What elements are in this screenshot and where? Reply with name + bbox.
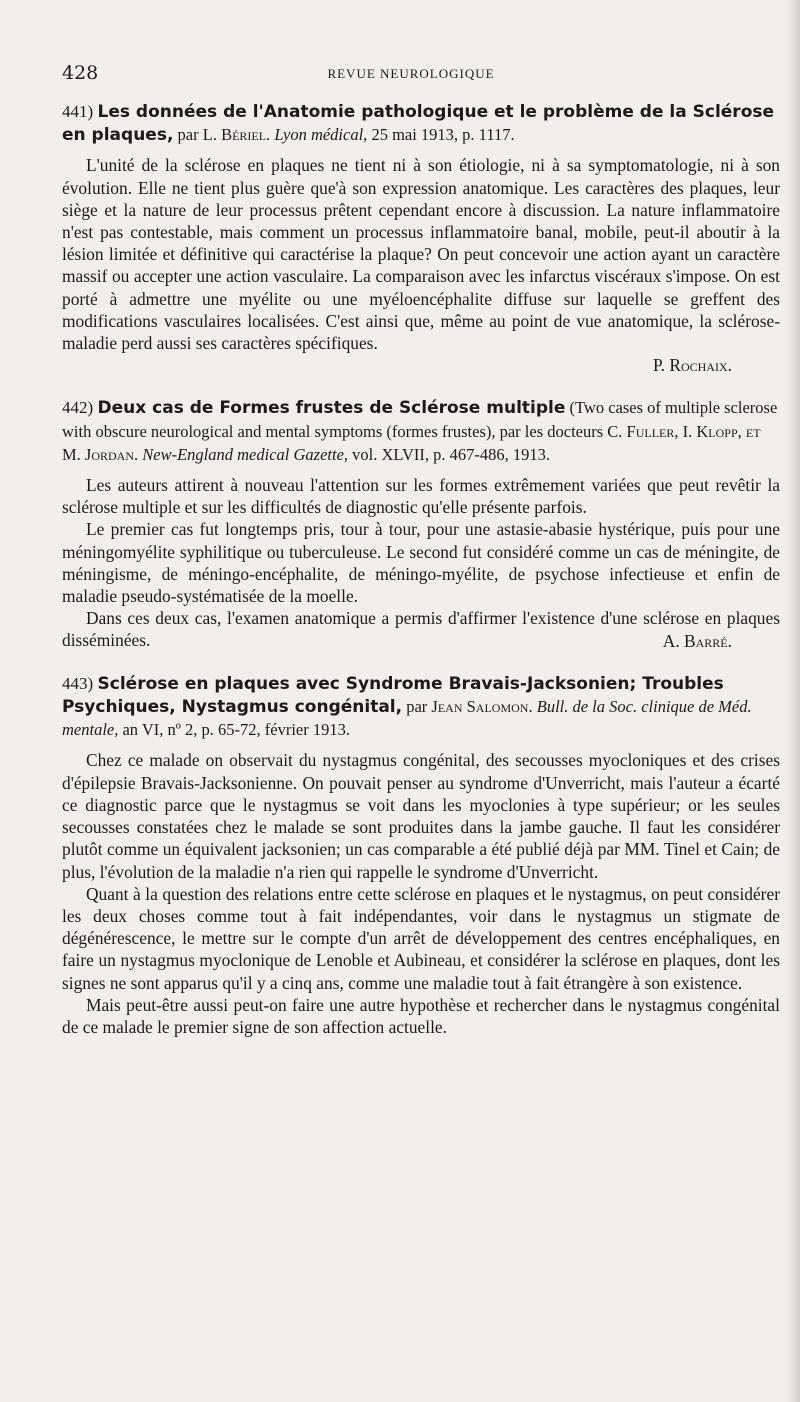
entry-paragraph: L'unité de la sclérose en plaques ne tient ni à son étiologie, ni à sa symptomatologie, ni à son évolution. Elle ne tient plus guère que'à son expression anatomique. Les caractères des plaques, leur siège et la nature de leur processus prêtent cependant encore à discussion. La nature inflammatoire n'est pas contestable, mais comment un processus inflammatoire banal, mobile, peut-il aboutir à la lésion limitée et définitive qui caractérise la plaque? On peut concevoir une action ayant un caractère massif ou accepter une action vasculaire. La comparaison avec les infarctus viscéraux s'impose. On est porté à admettre une myélite ou une myéloencéphalite diffuse sur laquelle se greffent des modifications vasculaires localisées. C'est ainsi que, même au point de vue anatomique, la sclérose-maladie perd aussi ses caractères spécifiques. (62, 155, 780, 354)
entry-441 (62, 100, 780, 376)
entry-number: 443) (62, 673, 94, 693)
entry-number: 442) (62, 398, 94, 418)
entry-title: Sclérose en plaques avec Syndrome Bravais-Jacksonien; Troubles Psychiques, Nystagmus congénital, (62, 673, 724, 718)
page-edge-shadow (786, 0, 800, 1402)
entry-journal: Bull. de la Soc. clinique de Méd. mentale, (62, 697, 752, 740)
entry-paragraph: Dans ces deux cas, l'examen anatomique a permis d'affirmer l'existence d'une sclérose en plaques disséminées. (62, 608, 780, 651)
entry-by: par (173, 125, 203, 145)
entry-heading (62, 100, 780, 146)
entry-heading (62, 396, 780, 466)
running-title: REVUE NEUROLOGIQUE (327, 66, 495, 81)
entry-citation: an VI, nº 2, p. 65-72, février 1913. (118, 720, 350, 740)
page-number: 428 (62, 62, 99, 84)
entry-citation: vol. XLVII, p. 467-486, 1913. (348, 444, 550, 464)
entry-title: Deux cas de Formes frustes de Sclérose multiple (97, 398, 566, 419)
entry-journal: Lyon médical, (270, 125, 368, 145)
entry-443 (62, 672, 780, 1038)
article-content (62, 100, 780, 1058)
running-head (62, 62, 760, 86)
entry-442 (62, 396, 780, 651)
entry-by: par (402, 697, 432, 717)
entry-author: C. Fuller, I. Klopp, et M. Jordan. (62, 421, 761, 464)
entry-heading (62, 672, 780, 742)
entry-paragraph: Quant à la question des relations entre cette sclérose en plaques et le nystagmus, on peut considérer les deux choses comme tout à fait indépendantes, voir dans le nystagmus un stigmate de dégénérescence, le mettre sur le compte d'un arrêt de développement des centres encéphaliques, en faire un nystagmus myoclonique de Lenoble et Aubineau, et considérer la sclérose en plaques, dont les signes ne sont apparus qu'il y a cinq ans, comme une maladie tout à fait étrangère à son existence. (62, 883, 780, 993)
entry-author: Jean Salomon. (431, 697, 533, 717)
entry-signature: P. Rochaix. (652, 355, 732, 376)
entry-author: L. Bériel. (202, 125, 271, 145)
entry-by: (Two cases of multiple sclerose with obscure neurological and mental symptoms (formes frustes), par les docteurs (62, 398, 778, 441)
entry-citation: 25 mai 1913, p. 1117. (367, 125, 515, 145)
entry-paragraph: Mais peut-être aussi peut-on faire une autre hypothèse et rechercher dans le nystagmus congénital de ce malade le premier signe de son affection actuelle. (62, 994, 780, 1037)
entry-signature: A. Barré. (662, 630, 732, 651)
entry-paragraph: Chez ce malade on observait du nystagmus congénital, des secousses myocloniques et des crises d'épilepsie Bravais-Jacksonienne. On pouvait penser au syndrome d'Unverricht, mais l'auteur a écarté ce diagnostic parce que le nystagmus se voit dans les myoclonies à type supérieur; or les seules secousses constatées chez le malade se sont produites dans la jambe gauche. Il faut les considérer plutôt comme un équivalent jacksonien; un cas comparable a été publié déjà par MM. Tinel et Cain; de plus, l'évolution de la maladie n'a rien qui rappelle le syndrome d'Unverricht. (62, 750, 780, 882)
entry-number: 441) (62, 102, 94, 121)
entry-title: Les données de l'Anatomie pathologique et le problème de la Sclérose en plaques, (62, 102, 775, 146)
entry-paragraph: Le premier cas fut longtemps pris, tour à tour, pour une astasie-abasie hystérique, puis pour une méningomyélite syphilitique ou tuberculeuse. Le second fut considéré comme un cas de méningite, de méningisme, de méningo-encéphalite, de méningo-myélite, de psychose infectieuse et enfin de maladie pseudo-systématisée de la moelle. (62, 519, 780, 607)
entry-journal: New-England medical Gazette, (138, 444, 349, 464)
entry-paragraph: Les auteurs attirent à nouveau l'attention sur les formes extrêmement variées que peut revêtir la sclérose multiple et sur les difficultés de diagnostic qu'elle présente parfois. (62, 475, 780, 518)
